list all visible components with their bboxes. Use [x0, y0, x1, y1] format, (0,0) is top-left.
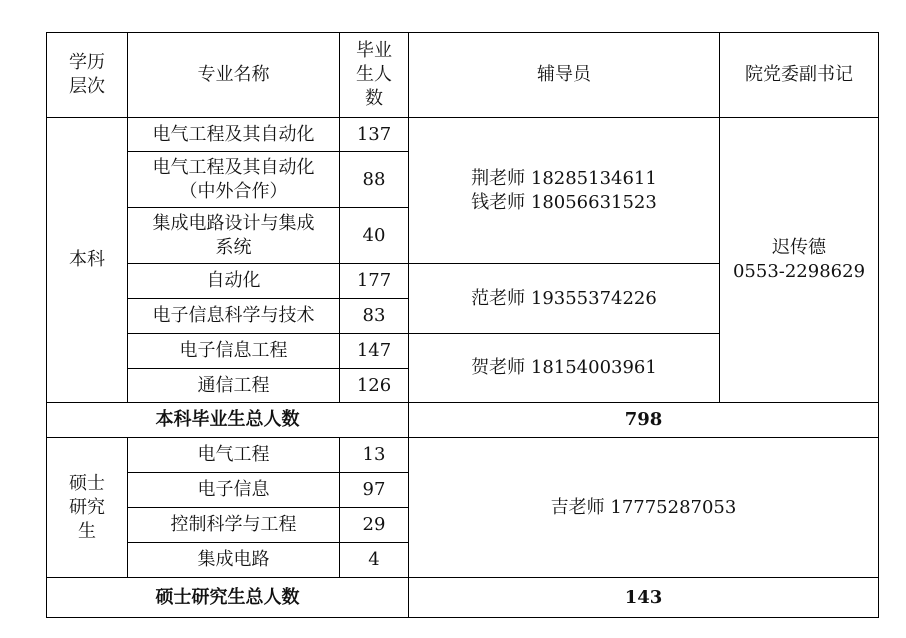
major-name: 控制科学与工程	[128, 508, 340, 543]
undergrad-total-row	[47, 403, 879, 438]
graduate-count: 29	[340, 508, 409, 543]
major-name: 集成电路	[128, 543, 340, 578]
major-name: 电子信息工程	[128, 334, 340, 369]
major-name: 自动化	[128, 264, 340, 299]
header-counselor: 辅导员	[409, 33, 720, 118]
graduate-table	[46, 32, 879, 618]
graduate-count: 126	[340, 369, 409, 403]
graduate-count: 147	[340, 334, 409, 369]
header-row	[47, 33, 879, 118]
counselor-contact: 贺老师 18154003961	[409, 334, 720, 403]
graduate-count: 83	[340, 299, 409, 334]
graduate-count: 13	[340, 438, 409, 473]
graduate-count: 4	[340, 543, 409, 578]
major-name: 电气工程	[128, 438, 340, 473]
table-row	[47, 438, 879, 473]
major-name: 电气工程及其自动化	[128, 118, 340, 152]
master-total-label: 硕士研究生总人数	[47, 578, 409, 618]
table-row	[47, 118, 879, 152]
master-total-row	[47, 578, 879, 618]
header-major: 专业名称	[128, 33, 340, 118]
counselor-contact: 荆老师 18285134611 钱老师 18056631523	[409, 118, 720, 264]
secretary-contact: 迟传德 0553-2298629	[720, 118, 879, 403]
counselor-contact: 范老师 19355374226	[409, 264, 720, 334]
master-total-value: 143	[409, 578, 879, 618]
major-name: 通信工程	[128, 369, 340, 403]
graduate-count: 97	[340, 473, 409, 508]
undergrad-total-value: 798	[409, 403, 879, 438]
graduate-count: 137	[340, 118, 409, 152]
undergrad-level: 本科	[47, 118, 128, 403]
header-count: 毕业 生人 数	[340, 33, 409, 118]
header-level: 学历 层次	[47, 33, 128, 118]
major-name: 电气工程及其自动化 （中外合作）	[128, 152, 340, 208]
graduate-count: 88	[340, 152, 409, 208]
header-secretary: 院党委副书记	[720, 33, 879, 118]
major-name: 集成电路设计与集成 系统	[128, 208, 340, 264]
major-name: 电子信息	[128, 473, 340, 508]
graduate-count: 177	[340, 264, 409, 299]
undergrad-total-label: 本科毕业生总人数	[47, 403, 409, 438]
major-name: 电子信息科学与技术	[128, 299, 340, 334]
graduate-count: 40	[340, 208, 409, 264]
master-counselor-contact: 吉老师 17775287053	[409, 438, 879, 578]
master-level: 硕士 研究 生	[47, 438, 128, 578]
